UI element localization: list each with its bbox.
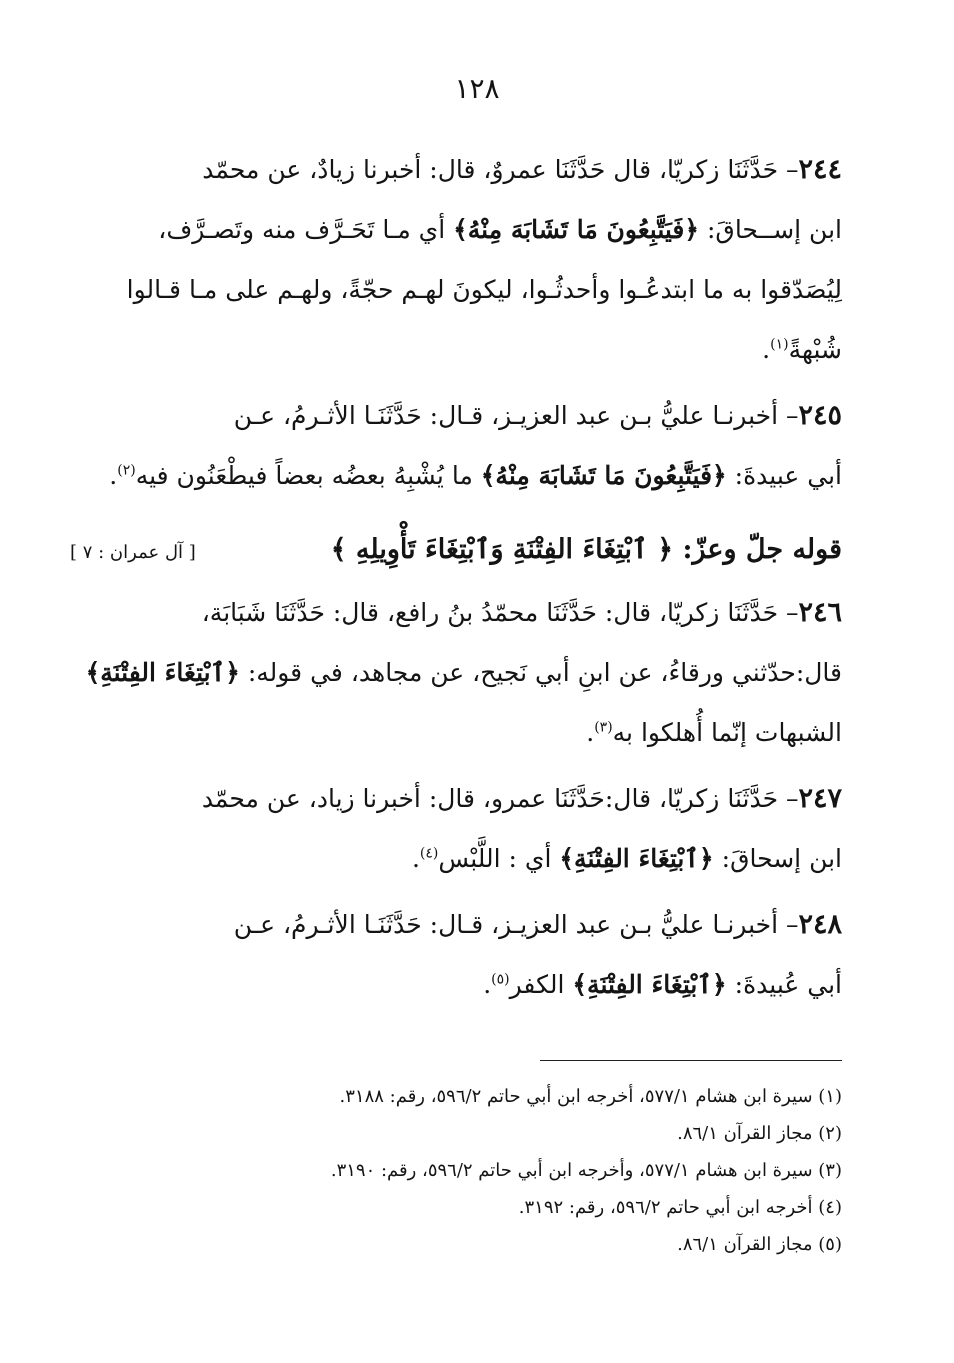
hadith-text: حَدَّثَنَا زكريّا، قال: حَدَّثَنَا محمّدُ بنُ رافع، قال: حَدَّثَنَا شَبَابَة، — [201, 598, 779, 627]
quran-quote: ﴿ٱبْتِغَاءَ الفِتْنَةِ﴾ — [559, 844, 714, 873]
hadith-line — [70, 895, 842, 955]
hadith-text: أبي عُبيدةَ: — [726, 970, 842, 999]
hadith-245 — [70, 386, 842, 506]
hadith-text: ابن إســحاقَ: — [699, 215, 842, 244]
footnote: (٣) سيرة ابن هشام ٥٧٧/١، وأخرجه ابن أبي حاتم ٥٩٦/٢، رقم: ٣١٩٠. — [330, 1160, 842, 1181]
footnote-marker: (٢) — [117, 462, 136, 479]
hadith-text: قال:حدّثني ورقاءُ، عن ابنِ أبي نَجيح، عن مجاهد، في قوله: — [239, 658, 842, 687]
footnote-marker: (٤) — [419, 845, 439, 862]
hadith-number: ٢٤٨ — [798, 909, 842, 940]
hadith-text: حَدَّثَنَا زكريّا، قال حَدَّثَنَا عمروٌ، قال: أخبرنا زيادٌ، عن محمّد — [202, 155, 779, 184]
hadith-line — [70, 955, 842, 1015]
hadith-text: أي : اللَّبْس — [438, 844, 560, 873]
hadith-line — [70, 703, 842, 763]
hadith-line — [70, 643, 842, 703]
footnote: (٢) مجاز القرآن ٨٦/١. — [677, 1123, 842, 1144]
hadith-end: . — [586, 718, 595, 747]
hadith-text: ابن إسحاقَ: — [713, 844, 842, 873]
footnote: (٥) مجاز القرآن ٨٦/١. — [677, 1234, 842, 1255]
hadith-text: أخبرنـا عليُّ بـن عبد العزيـز، قـال: حَدَّثَنَـا الأثـرمُ، عـن — [233, 910, 779, 939]
hadith-line — [70, 140, 842, 200]
hadith-246 — [70, 583, 842, 763]
hadith-text: ما يُشْبِهُ بعضُه بعضاً فيطْعَنُون فيه — [135, 461, 481, 490]
footnote: (١) سيرة ابن هشام ٥٧٧/١، أخرجه ابن أبي حاتم ٥٩٦/٢، رقم: ٣١٨٨. — [339, 1086, 842, 1107]
footnotes — [150, 1078, 842, 1263]
hadith-separator: – — [778, 784, 799, 813]
footnote-marker: (٥) — [491, 971, 510, 988]
hadith-248 — [70, 895, 842, 1015]
hadith-number: ٢٤٤ — [798, 154, 842, 185]
hadith-end: . — [109, 461, 118, 490]
footnote-divider — [540, 1060, 842, 1061]
quran-quote: ﴿ٱبْتِغَاءَ الفِتْنَةِ﴾ — [572, 970, 727, 999]
hadith-number: ٢٤٥ — [798, 400, 842, 431]
footnote-marker: (٣) — [594, 719, 613, 736]
hadith-text: لِيُصَدّقوا به ما ابتدعُـوا وأحدثُـوا، ليكونَ لهـم حجّةً، ولهـم على مـا قـالوا — [126, 275, 842, 304]
hadith-separator: – — [778, 401, 799, 430]
hadith-text: الشبهات إنّما أُهلكوا به — [612, 718, 842, 747]
hadith-number: ٢٤٧ — [798, 783, 842, 814]
main-text — [70, 140, 842, 1021]
section-heading — [70, 520, 842, 583]
footnote: (٤) أخرجه ابن أبي حاتم ٥٩٦/٢، رقم: ٣١٩٢. — [518, 1197, 842, 1218]
hadith-end: . — [411, 844, 420, 873]
hadith-text: الكفر — [509, 970, 573, 999]
hadith-line — [70, 320, 842, 380]
quran-quote: ﴿ٱبْتِغَاءَ الفِتْنَةِ﴾ — [85, 658, 240, 687]
hadith-line — [70, 829, 842, 889]
hadith-text: شُبْهةً — [788, 335, 842, 364]
hadith-separator: – — [778, 598, 799, 627]
hadith-line — [70, 769, 842, 829]
hadith-244 — [70, 140, 842, 380]
heading-text: قوله جلّ وعزّ: ﴿ ٱبْتِغَاءَ الفِتْنَةِ وَٱبْتِغَاءَ تَأْوِيلِهِ ﴾ — [330, 534, 842, 565]
quran-quote: ﴿فَيَتَّبِعُونَ مَا تَشَابَهَ مِنْهُ﴾ — [453, 215, 700, 244]
quran-quote: ﴿فَيَتَّبِعُونَ مَا تَشَابَهَ مِنْهُ﴾ — [480, 461, 727, 490]
hadith-end: . — [762, 335, 771, 364]
hadith-text: أخبرنـا عليُّ بـن عبد العزيـز، قـال: حَدَّثَنَـا الأثـرمُ، عـن — [233, 401, 779, 430]
hadith-text: حَدَّثَنَا زكريّا، قال:حَدَّثَنَا عمرو، قال: أخبرنا زياد، عن محمّد — [201, 784, 779, 813]
hadith-line — [70, 583, 842, 643]
verse-reference: [ آل عمران : ٧ ] — [70, 542, 196, 563]
page-number: ١٢٨ — [454, 72, 500, 105]
hadith-line — [70, 386, 842, 446]
hadith-text: أبي عبيدةَ: — [726, 461, 842, 490]
hadith-247 — [70, 769, 842, 889]
hadith-line — [70, 260, 842, 320]
hadith-end: . — [483, 970, 492, 999]
hadith-line — [70, 446, 842, 506]
hadith-text: أي مـا تَحَـرَّف منه وتَصـرَّف، — [158, 215, 454, 244]
hadith-separator: – — [778, 155, 799, 184]
hadith-separator: – — [778, 910, 799, 939]
hadith-number: ٢٤٦ — [798, 597, 842, 628]
hadith-line — [70, 200, 842, 260]
footnote-marker: (١) — [770, 336, 789, 353]
